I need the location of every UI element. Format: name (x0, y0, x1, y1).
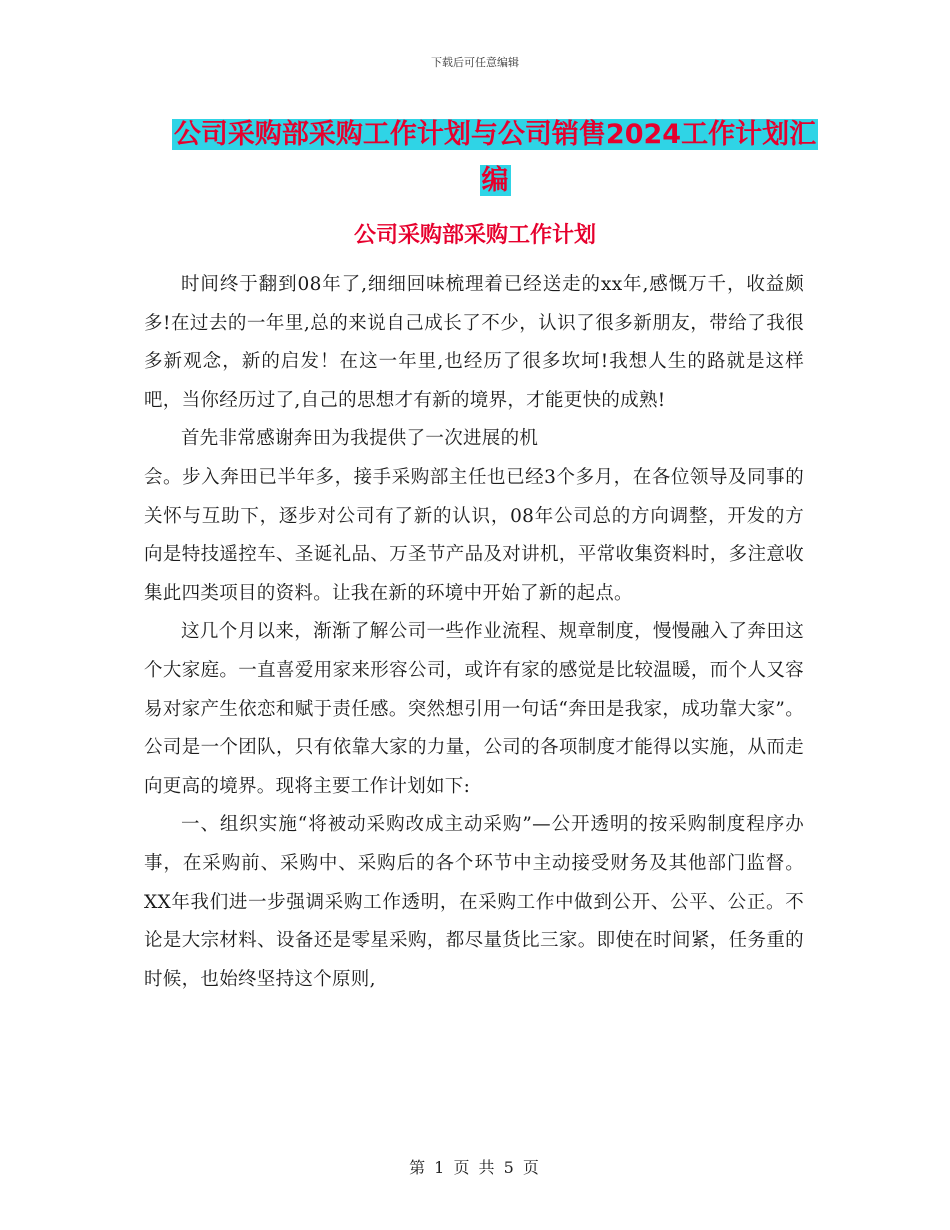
document-title-line1: 公司采购部采购工作计划与公司销售2024工作计划汇 (173, 119, 817, 150)
paragraph: 会。步入奔田已半年多，接手采购部主任也已经3个多月，在各位领导及同事的关怀与互助下，逐步对公司有了新的认识，08年公司总的方向调整，开发的方向是特技遥控车、圣诞礼品、万圣节产品及对讲机，平常收集资料时，多注意收集此四类项目的资料。让我在新的环境中开始了新的起点。 (144, 466, 804, 604)
document-title (140, 112, 850, 204)
paragraph: 这几个月以来，渐渐了解公司一些作业流程、规章制度，慢慢融入了奔田这个大家庭。一直喜爱用家来形容公司，或许有家的感觉是比较温暖，而个人又容易对家产生依恋和赋于责任感。突然想引用一句话“奔田是我家，成功靠大家”。公司是一个团队，只有依靠大家的力量，公司的各项制度才能得以实施，从而走向更高的境界。现将主要工作计划如下: (144, 621, 804, 797)
paragraph: 首先非常感谢奔田为我提供了一次进展的机 (181, 428, 539, 450)
page-footer: 第 1 页 共 5 页 (409, 1158, 541, 1177)
document-body (144, 266, 804, 999)
paragraph: 时间终于翻到08年了,细细回味梳理着已经送走的xx年,感慨万千，收益颇多!在过去的一年里,总的来说自己成长了不少，认识了很多新朋友，带给了我很多新观念，新的启发！在这一年里,也经历了很多坎坷!我想人生的路就是这样吧，当你经历过了,自己的思想才有新的境界，才能更快的成熟! (144, 274, 804, 411)
paragraph: 一、组织实施“将被动采购改成主动采购”—公开透明的按采购制度程序办事，在采购前、采购中、采购后的各个环节中主动接受财务及其他部门监督。XX年我们进一步强调采购工作透明，在采购工作中做到公开、公平、公正。不论是大宗材料、设备还是零星采购，都尽量货比三家。即使在时间紧，任务重的时候，也始终坚持这个原则, (144, 814, 804, 990)
document-title-line2: 编 (481, 165, 509, 196)
section-title: 公司采购部采购工作计划 (353, 223, 596, 248)
header-note: 下载后可任意编辑 (431, 56, 519, 69)
